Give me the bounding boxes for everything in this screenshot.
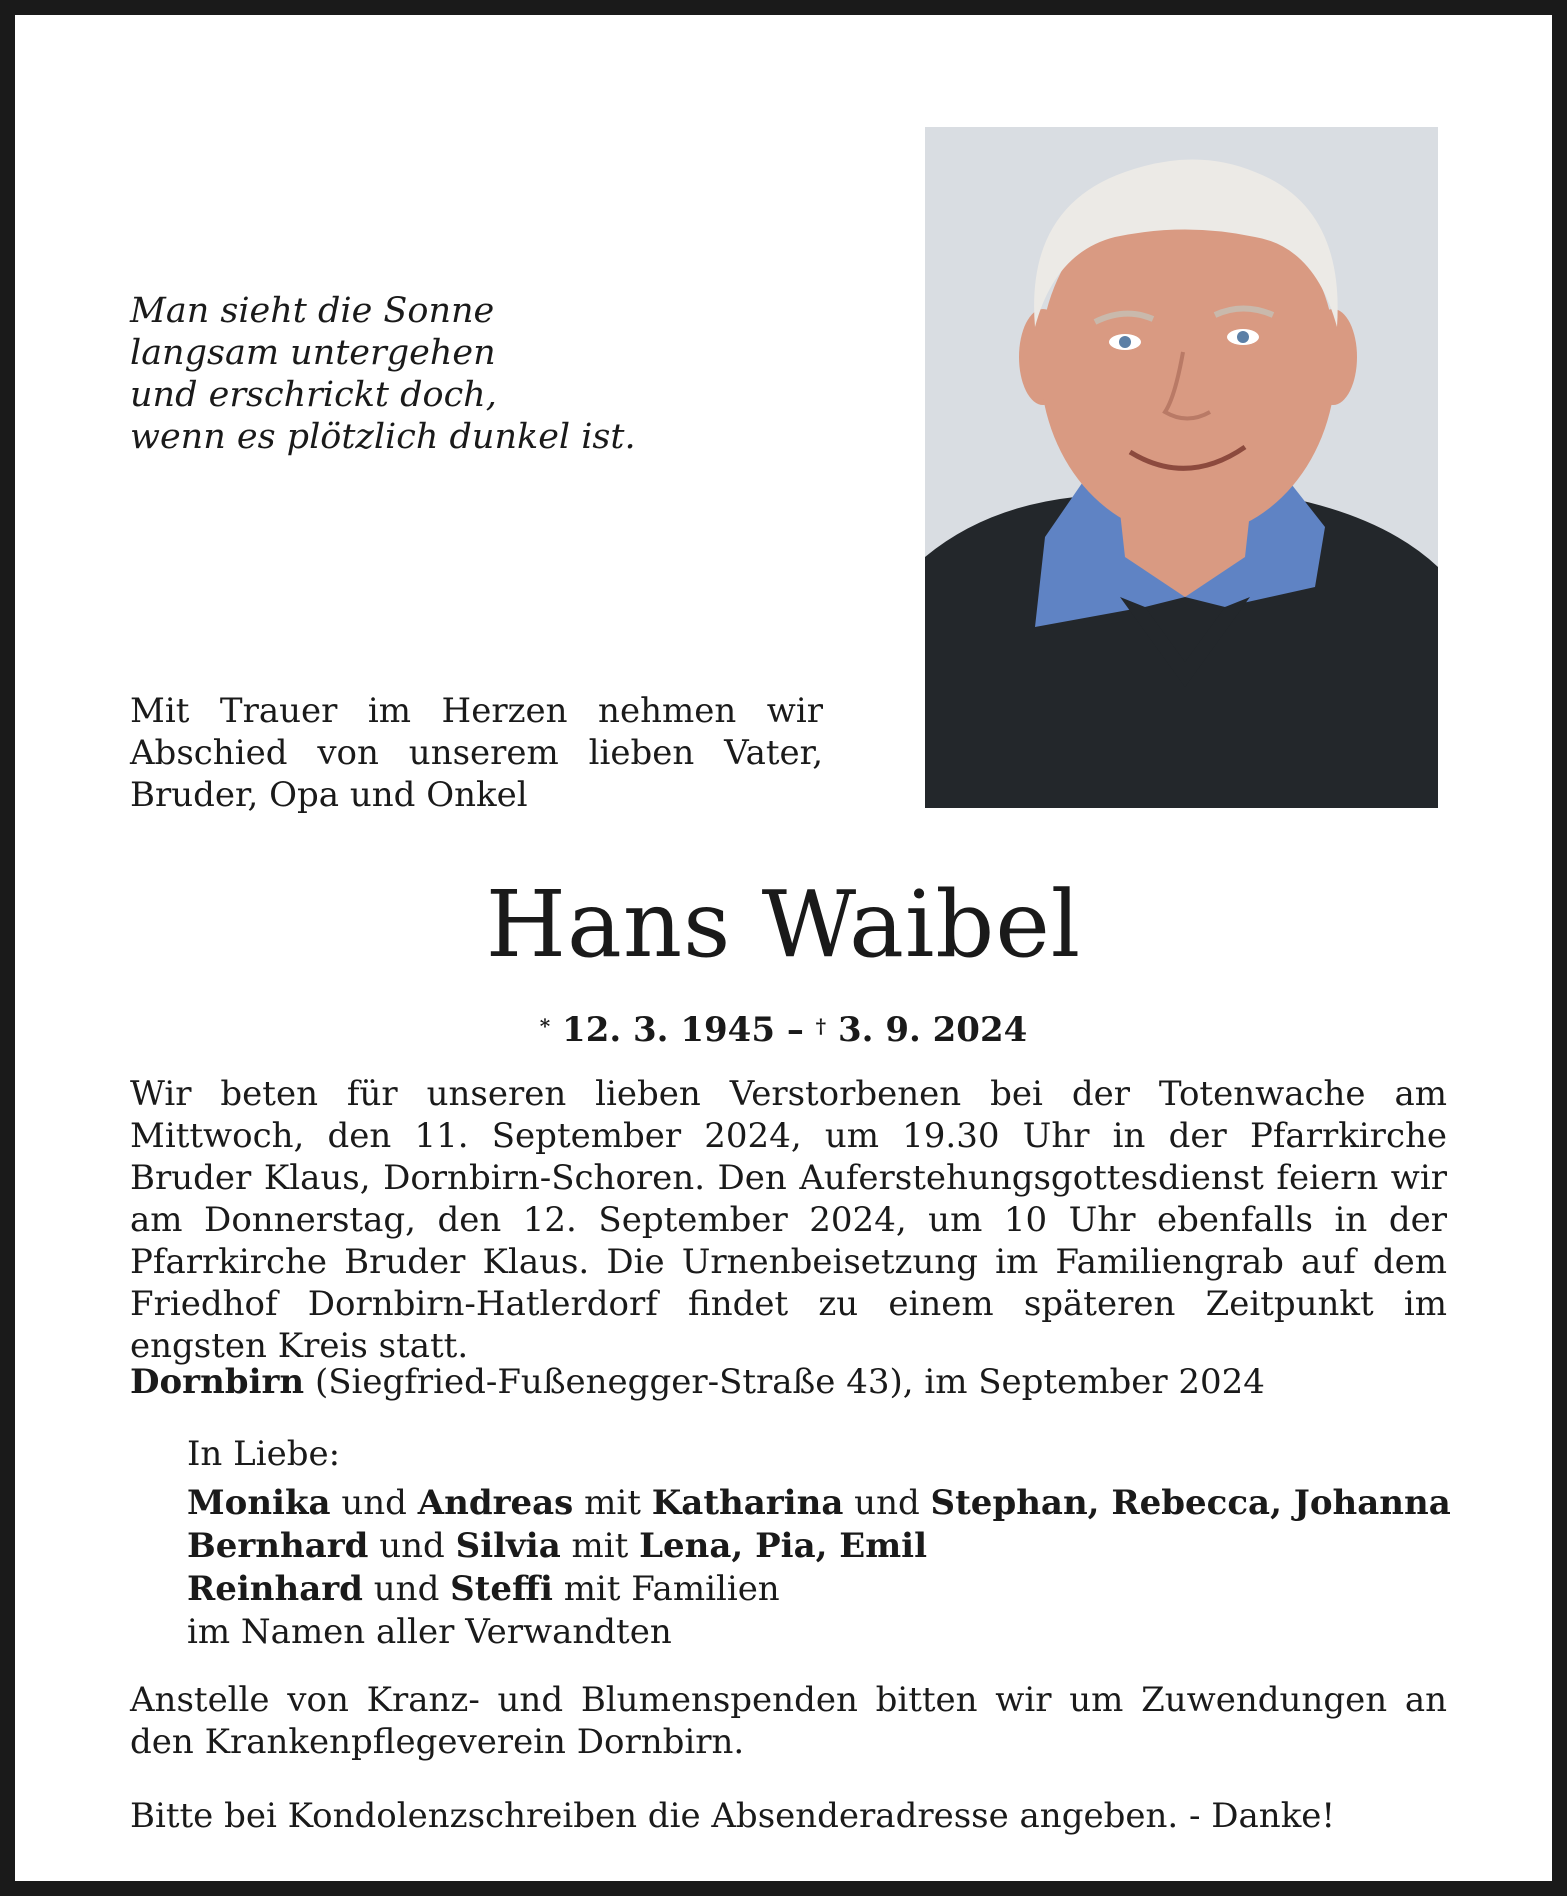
- mourners-line: im Namen aller Verwandten: [187, 1612, 672, 1652]
- life-dates: [15, 1008, 1552, 1052]
- mourner-name: Silvia: [455, 1526, 561, 1566]
- iris-right: [1237, 331, 1249, 343]
- mourner-name: Monika: [187, 1483, 331, 1523]
- connector-word: mit: [584, 1483, 641, 1523]
- portrait-illustration: [925, 127, 1438, 808]
- death-symbol: †: [815, 1014, 827, 1038]
- death-date: 3. 9. 2024: [837, 1010, 1028, 1050]
- connector-word: mit Familien: [563, 1569, 780, 1609]
- date-separator: –: [786, 1010, 804, 1050]
- mourners-list: [187, 1482, 1451, 1654]
- memorial-quote: [130, 290, 636, 458]
- quote-line: Man sieht die Sonne: [130, 291, 495, 331]
- connector-word: mit: [571, 1526, 629, 1566]
- donation-note: Anstelle von Kranz- und Blumenspenden bitten wir um Zuwendungen an den Krankenpflegeverein Dornbirn.: [130, 1680, 1447, 1762]
- birth-symbol: *: [539, 1014, 551, 1038]
- mourners-label: In Liebe:: [187, 1434, 341, 1474]
- quote-line: und erschrickt doch,: [130, 375, 497, 415]
- mourner-name: Bernhard: [187, 1526, 369, 1566]
- mourner-name: Reinhard: [187, 1569, 363, 1609]
- connector-word: und: [373, 1569, 440, 1609]
- closing-note: Bitte bei Kondolenzschreiben die Absenderadresse angeben. - Danke!: [130, 1796, 1336, 1836]
- quote-line: wenn es plötzlich dunkel ist.: [130, 417, 636, 457]
- mourners-line: [187, 1568, 1447, 1611]
- portrait-photo: [925, 127, 1438, 808]
- connector-word: und: [341, 1483, 407, 1523]
- mourner-name: Steffi: [450, 1569, 553, 1609]
- place-line: [130, 1361, 1447, 1403]
- mourner-name: Lena, Pia, Emil: [639, 1526, 928, 1566]
- quote-line: langsam untergehen: [130, 333, 496, 373]
- mourner-name: Katharina: [651, 1483, 844, 1523]
- mourners-line: [187, 1482, 1451, 1525]
- mourner-name: Stephan, Rebecca, Johanna: [930, 1483, 1451, 1523]
- connector-word: und: [854, 1483, 920, 1523]
- deceased-name: Hans Waibel: [485, 871, 1082, 978]
- service-details: Wir beten für unseren lieben Verstorbenen bei der Totenwache am Mittwoch, den 11. September 2024, um 19.30 Uhr in der Pfarrkirche Bruder Klaus, Dornbirn-Schoren. Den Auferstehungsgottesdienst feiern wir am Donnerstag, den 12. September 2024, um 10 Uhr ebenfalls in der Pfarrkirche Bruder Klaus. Die Urnenbeisetzung im Familiengrab auf dem Friedhof Dornbirn-Hatlerdorf findet zu einem späteren Zeitpunkt im engsten Kreis statt.: [130, 1074, 1447, 1366]
- birth-date: 12. 3. 1945: [562, 1010, 775, 1050]
- mourners-line: [187, 1525, 1447, 1568]
- intro-text: Mit Trauer im Herzen nehmen wir Abschied von unserem lieben Vater, Bruder, Opa und Onkel: [130, 691, 823, 815]
- place-city: Dornbirn: [130, 1362, 305, 1402]
- mourner-name: Andreas: [417, 1483, 574, 1523]
- connector-word: und: [379, 1526, 445, 1566]
- iris-left: [1119, 336, 1131, 348]
- place-address: (Siegfried-Fußenegger-Straße 43), im September 2024: [314, 1362, 1265, 1402]
